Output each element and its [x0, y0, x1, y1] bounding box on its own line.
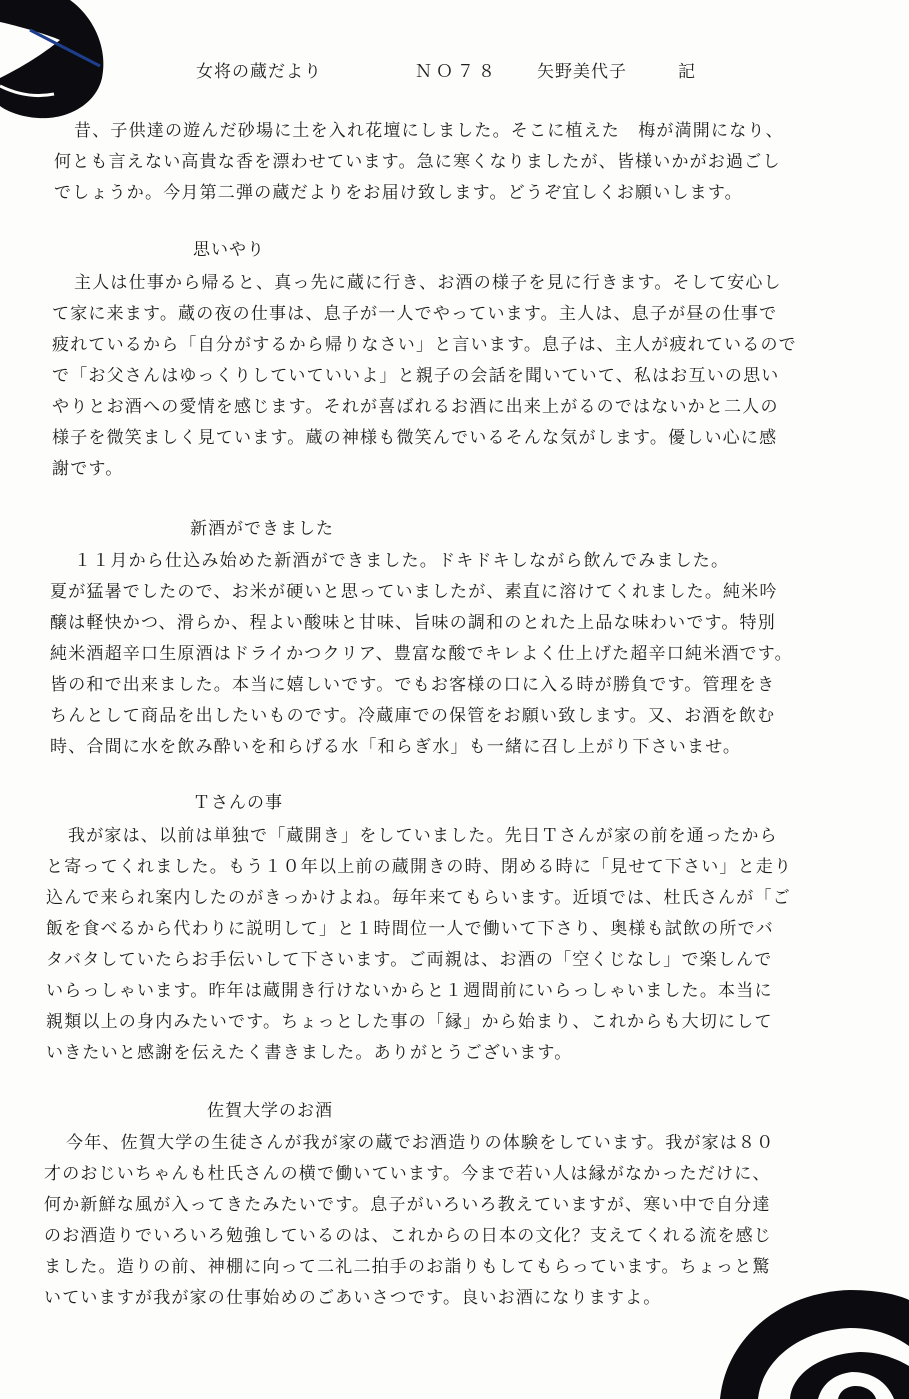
text-line: 何とも言えない高貴な香を漂わせています。急に寒くなりましたが、皆様いかがお過ごし [54, 152, 781, 172]
text-line: 疲れているから「自分がするから帰りなさい」と言います。息子は、主人が疲れているので [52, 335, 797, 355]
text-line: やりとお酒への愛情を感じます。それが喜ばれるお酒に出来上がるのではないかと二人の [52, 397, 779, 417]
author-name: 矢野美代子 [537, 62, 627, 82]
text-line: タバタしていたらお手伝いして下さいます。ご両親は、お酒の「空くじなし」で楽しんで [46, 950, 773, 970]
text-line: いらっしゃいます。昨年は蔵開き行けないからと１週間前にいらっしゃいました。本当に [46, 981, 773, 1001]
text-line: 様子を微笑ましく見ています。蔵の神様も微笑んでいるそんな気がします。優しい心に感 [52, 428, 778, 448]
text-line: のお酒造りでいろいろ勉強しているのは、これからの日本の文化？支えてくれる流を感じ [44, 1226, 772, 1246]
text-line: 昔、子供達の遊んだ砂場に土を入れ花壇にしました。そこに植えた 梅が満開になり、 [74, 121, 784, 141]
text-line: 夏が猛暑でしたので、お米が硬いと思っていましたが、素直に溶けてくれました。純米吟 [50, 582, 778, 602]
text-line: いていますが我が家の仕事始めのごあいさつです。良いお酒になりますよ。 [44, 1288, 662, 1308]
brush-circle-decoration-bottom-right [700, 1290, 909, 1399]
text-line: と寄ってくれました。もう１０年以上前の蔵開きの時、閉める時に「見せて下さい」と走り [46, 857, 793, 877]
text-line: でしょうか。今月第二弾の蔵だよりをお届け致します。どうぞ宜しくお願いします。 [54, 183, 743, 203]
section-heading: Ｔさんの事 [193, 793, 283, 813]
text-line: で「お父さんはゆっくりしていていいよ」と親子の会話を聞いていて、私はお互いの思い [52, 366, 780, 386]
text-line: 純米酒超辛口生原酒はドライかつクリア、豊富な酸でキレよく仕上げた超辛口純米酒です。 [50, 644, 793, 664]
text-line: 皆の和で出来ました。本当に嬉しいです。でもお客様の口に入る時が勝負です。管理をき [50, 675, 776, 695]
text-line: 今年、佐賀大学の生徒さんが我が家の蔵でお酒造りの体験をしています。我が家は８０ [66, 1133, 775, 1153]
section-heading: 思いやり [193, 240, 265, 260]
text-line: 込んで来られ案内したのがきっかけよね。毎年来てもらいます。近頃では、杜氏さんが「ご [46, 888, 791, 908]
text-line: 何か新鮮な風が入ってきたみたいです。息子がいろいろ教えていますが、寒い中で自分達 [44, 1195, 771, 1215]
author-mark: 記 [678, 62, 696, 82]
text-line: 主人は仕事から帰ると、真っ先に蔵に行き、お酒の様子を見に行きます。そして安心し [74, 273, 782, 293]
text-line: 親類以上の身内みたいです。ちょっとした事の「縁」から始まり、これからも大切にして [46, 1012, 773, 1032]
text-line: 才のおじいちゃんも杜氏さんの横で働いています。今まで若い人は縁がなかっただけに、 [44, 1164, 771, 1184]
issue-number: ＮＯ７８ [415, 62, 499, 82]
text-line: ました。造りの前、神棚に向って二礼二拍手のお詣りもしてもらっています。ちょっと驚 [44, 1257, 771, 1277]
text-line: 我が家は、以前は単独で「蔵開き」をしていました。先日Ｔさんが家の前を通ったから [68, 826, 778, 846]
text-line: て家に来ます。蔵の夜の仕事は、息子が一人でやっています。主人は、息子が昼の仕事で [52, 304, 778, 324]
text-line: 謝です。 [52, 459, 124, 479]
text-line: １１月から仕込み始めた新酒ができました。ドキドキしながら飲んでみました。 [74, 551, 730, 571]
newsletter-title: 女将の蔵だより [196, 62, 322, 82]
text-line: 醸は軽快かつ、滑らか、程よい酸味と甘味、旨味の調和のとれた上品な味わいです。特別 [50, 613, 776, 633]
section-heading: 新酒ができました [190, 519, 334, 539]
letter-header [0, 57, 909, 87]
text-line: ちんとして商品を出したいものです。冷蔵庫での保管をお願い致します。又、お酒を飲む [50, 706, 776, 726]
section-heading: 佐賀大学のお酒 [207, 1101, 333, 1121]
text-line: いきたいと感謝を伝えたく書きました。ありがとうございます。 [46, 1043, 573, 1063]
text-line: 飯を食べるから代わりに説明して」と１時間位一人で働いて下さり、奥様も試飲の所でバ [46, 919, 774, 939]
text-line: 時、合間に水を飲み酔いを和らげる水「和らぎ水」も一緒に召し上がり下さいませ。 [50, 737, 742, 757]
